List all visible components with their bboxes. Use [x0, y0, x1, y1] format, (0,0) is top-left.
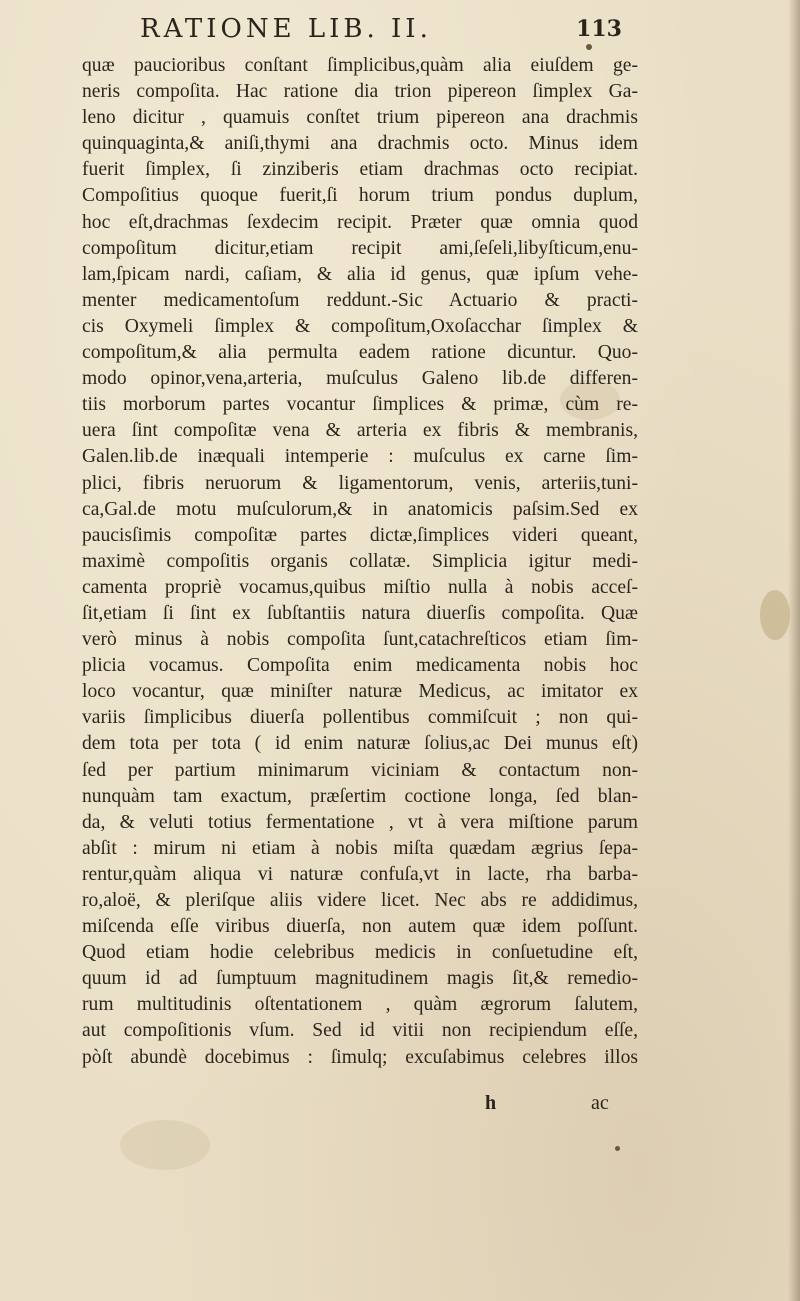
text-line: da, & veluti totius fermentatione , vt à vera miſtione parum — [82, 811, 638, 833]
text-line: abſit : mirum ni etiam à nobis miſta quædam ægrius ſepa- — [82, 837, 638, 859]
text-line: variis ſimplicibus diuerſa pollentibus commiſcuit ; non qui- — [82, 707, 638, 729]
text-line: quæ paucioribus conſtant ſimplicibus,quàm alia eiuſdem ge- — [82, 55, 638, 76]
text-line: compoſitum,& alia permulta eadem ratione dicuntur. Quo- — [82, 342, 638, 364]
text-line: rum multitudinis oſtentationem , quàm ægrorum ſalutem, — [82, 994, 638, 1016]
text-line: ro,aloë, & pleriſque aliis videre licet. Nec abs re addidimus, — [82, 890, 638, 911]
text-line: lam,ſpicam nardi, caſiam, & alia id genus, quæ ipſum vehe- — [82, 263, 638, 285]
text-line: fuerit ſimplex, ſi zinziberis etiam drachmas octo recipiat. — [82, 159, 638, 181]
ink-speck — [615, 1146, 620, 1151]
page-number: 113 — [576, 16, 622, 42]
text-line: modo opinor,vena,arteria, muſculus Galeno lib.de differen- — [82, 368, 638, 390]
text-line: Quod etiam hodie celebribus medicis in conſuetudine eſt, — [82, 942, 638, 964]
text-line: quinquaginta,& aniſi,thymi ana drachmis octo. Minus idem — [82, 133, 638, 155]
catchword: ac — [591, 1092, 609, 1114]
text-line: compoſitum dicitur,etiam recipit ami,ſeſeli,libyſticum,enu- — [82, 237, 638, 259]
text-line: ſed per partium minimarum viciniam & contactum non- — [82, 759, 638, 781]
text-line: dem tota per tota ( id enim naturæ ſolius,ac Dei munus eſt) — [82, 733, 638, 755]
text-line: camenta propriè vocamus,quibus miſtio nulla à nobis acceſ- — [82, 576, 638, 598]
text-line: menter medicamentoſum reddunt.-Sic Actuario & practi- — [82, 289, 638, 311]
running-title: RATIONE LIB. II. — [140, 14, 432, 44]
text-line: miſcenda eſſe viribus diuerſa, non autem quæ idem poſſunt. — [82, 916, 638, 938]
text-line: maximè compoſitis organis collatæ. Simplicia igitur medi- — [82, 550, 638, 572]
text-line: leno dicitur , quamuis conſtet trium pipereon ana drachmis — [82, 107, 638, 129]
text-line: cis Oxymeli ſimplex & compoſitum,Oxoſacchar ſimplex & — [82, 315, 638, 337]
text-line: plicia vocamus. Compoſita enim medicamenta nobis hoc — [82, 655, 638, 677]
text-line: rentur,quàm aliqua vi naturæ confuſa,vt in lacte, rha barba- — [82, 863, 638, 885]
text-line: Compoſitius quoque fuerit,ſi horum trium pondus duplum, — [82, 185, 638, 207]
footer-line — [0, 1092, 800, 1118]
text-line: plici, fibris neruorum & ligamentorum, venis, arteriis,tuni- — [82, 472, 638, 494]
text-line: verò minus à nobis compoſita ſunt,catachreſticos etiam ſim- — [82, 629, 638, 651]
text-line: ca,Gal.de motu muſculorum,& in anatomicis paſsim.Sed ex — [82, 498, 638, 520]
text-line: paucisſimis compoſitæ partes dictæ,ſimplices videri queant, — [82, 524, 638, 546]
text-line: neris compoſita. Hac ratione dia trion pipereon ſimplex Ga- — [82, 81, 638, 103]
text-line: uera ſint compoſitæ vena & arteria ex fibris & membranis, — [82, 420, 638, 442]
text-line: ſit,etiam ſi ſint ex ſubſtantiis natura diuerſis compoſita. Quæ — [82, 602, 638, 624]
paper-stain — [760, 590, 790, 640]
text-line: Galen.lib.de inæquali intemperie : muſculus ex carne ſim- — [82, 446, 638, 468]
text-line: tiis morborum partes vocantur ſimplices & primæ, cùm re- — [82, 394, 638, 416]
text-line: nunquàm tam exactum, præſertim coctione longa, ſed blan- — [82, 785, 638, 807]
text-line: pòſt abundè docebimus : ſimulq; excuſabimus celebres illos — [82, 1046, 638, 1068]
body-text — [82, 53, 638, 1071]
paper-stain — [120, 1120, 210, 1170]
text-line: aut compoſitionis vſum. Sed id vitii non recipiendum eſſe, — [82, 1020, 638, 1042]
text-line: quum id ad ſumptuum magnitudinem magis ſit,& remedio- — [82, 968, 638, 990]
text-line: hoc eſt,drachmas ſexdecim recipit. Præter quæ omnia quod — [82, 211, 638, 233]
text-line: loco vocantur, quæ miniſter naturæ Medicus, ac imitator ex — [82, 681, 638, 703]
signature-mark: h — [485, 1092, 497, 1114]
